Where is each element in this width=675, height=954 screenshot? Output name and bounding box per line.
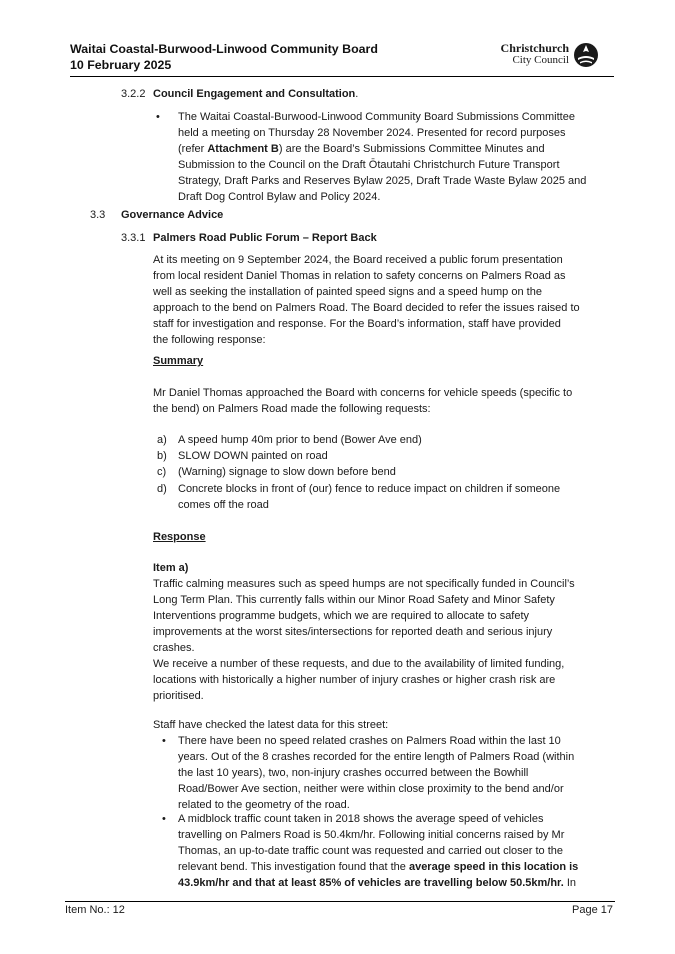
- attachment-b-paragraph: The Waitai Coastal-Burwood-Linwood Community Board Submissions Committee held a meeting on Thursday 28 November 2024. Presented for record purposes (refer Attachment B) are the Board’s Submissions Committee Minutes and Submission to the Council on the Draft Ōtautahi Christchurch Future Transport Strategy, Draft Parks and Reserves Bylaw 2025, Draft Trade Waste Bylaw 2025 and Draft Dog Control Bylaw and Policy 2024.: [178, 111, 587, 203]
- intro-paragraph: At its meeting on 9 September 2024, the Board received a public forum presentation from local resident Daniel Thomas in relation to safety concerns on Palmers Road as well as seeking the installation of painted speed signs and a speed hump on the approach to the bend on Palmers Road. The Board decided to refer the issues raised to staff for investigation and response. For the Board’s information, staff have provided the following response:: [153, 254, 580, 346]
- board-name: Waitai Coastal-Burwood-Linwood Community Board: [70, 42, 378, 56]
- staff-checked-text: Staff have checked the latest data for this street:: [153, 719, 389, 731]
- list-label: a): [157, 434, 167, 446]
- item-heading: Item a): [153, 562, 189, 574]
- header-title: [70, 41, 378, 73]
- footer-rule: [65, 901, 615, 902]
- logo-text-line2: City Council: [512, 54, 569, 66]
- list-label: d): [157, 483, 167, 495]
- item-paragraph: Traffic calming measures such as speed humps are not specifically funded in Council’s Long Term Plan. This currently falls within our Minor Road Safety and Minor Safety Interventions programme budgets, which we are required to allocate to safety improvements at the worst sites/intersections for reported death and serious injury crashes. We receive a number of these requests, and due to the availability of limited funding, locations with historically a higher number of injury crashes or higher crash risk are prioritised.: [153, 578, 575, 702]
- section-number: 3.3: [90, 209, 106, 221]
- summary-paragraph: Mr Daniel Thomas approached the Board with concerns for vehicle speeds (specific to the bend) on Palmers Road made the following requests:: [153, 387, 573, 415]
- traffic-count-bullet: A midblock traffic count taken in 2018 shows the average speed of vehicles travelling on Palmers Road is 50.4km/hr. Following initial concerns raised by Mr Thomas, an up-to-date traffic count was requested and carried out closer to the relevant bend. This investigation found that the average speed in this location is 43.9km/hr and that at least 85% of vehicles are travelling below 50.5km/hr. In: [178, 813, 579, 889]
- header-rule: [70, 76, 614, 77]
- bullet-marker: •: [162, 735, 166, 747]
- section-number: 3.2.2: [121, 88, 146, 100]
- list-item: (Warning) signage to slow down before bend: [178, 466, 396, 478]
- logo-text-line1: Christchurch: [500, 41, 569, 55]
- list-label: c): [157, 466, 167, 478]
- list-label: b): [157, 450, 167, 462]
- list-item: Concrete blocks in front of (our) fence to reduce impact on children if someone comes off the road: [178, 483, 561, 511]
- list-item: A speed hump 40m prior to bend (Bower Ave end): [178, 434, 422, 446]
- section-number: 3.3.1: [121, 232, 146, 244]
- meeting-date: 10 February 2025: [70, 58, 172, 72]
- list-item: SLOW DOWN painted on road: [178, 450, 328, 462]
- council-logo: [497, 42, 607, 70]
- council-logo-icon: [573, 42, 599, 68]
- section-heading: Governance Advice: [121, 209, 224, 221]
- section-heading: Council Engagement and Consultation.: [153, 88, 359, 100]
- bullet-marker: •: [156, 111, 160, 123]
- crash-data-bullet: There have been no speed related crashes on Palmers Road within the last 10 years. Out of the 8 crashes recorded for the entire length of Palmers Road (within the last 10 years), two, non-injury crashes occurred between the Bowhill Road/Bower Ave section, neither were within close proximity to the bend and/or related to the geometry of the road.: [178, 735, 575, 811]
- summary-heading: Summary: [153, 355, 204, 367]
- section-heading: Palmers Road Public Forum – Report Back: [153, 232, 377, 244]
- item-number: Item No.: 12: [65, 904, 125, 916]
- bullet-marker: •: [162, 813, 166, 825]
- response-heading: Response: [153, 531, 206, 543]
- page-number: Page 17: [572, 904, 613, 916]
